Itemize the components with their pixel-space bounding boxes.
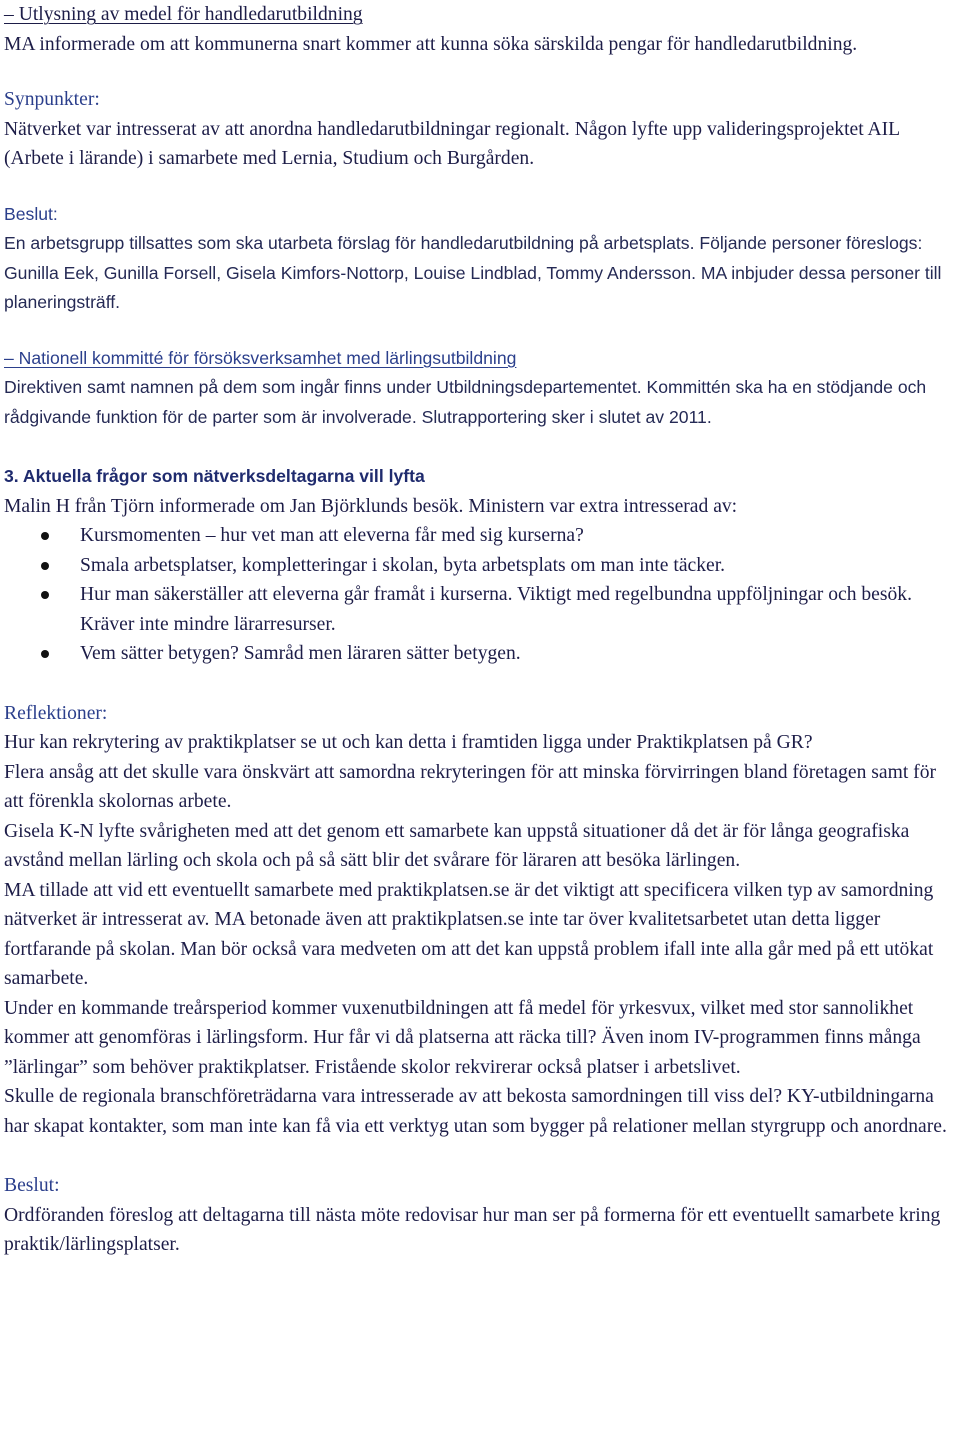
bullet-icon bbox=[41, 591, 49, 599]
reflektioner-paragraph: Flera ansåg att det skulle vara önskvärt att samordna rekryteringen för att minska förvirringen bland företagen samt för att förenkla skolornas arbete. bbox=[4, 761, 937, 812]
beslut-text: Ordföranden föreslog att deltagarna till nästa möte redovisar hur man ser på formerna för ett eventuellt samarbete kring praktik/lärlingsplatser. bbox=[4, 1204, 941, 1255]
reflektioner-label: Reflektioner: bbox=[4, 702, 108, 724]
beslut-label: Beslut: bbox=[4, 1175, 60, 1196]
spacer bbox=[4, 669, 958, 699]
section-3 bbox=[4, 462, 958, 669]
list-item bbox=[4, 551, 958, 581]
bullet-list bbox=[4, 521, 958, 669]
section-synpunkter bbox=[4, 85, 958, 174]
section-beslut-2 bbox=[4, 1171, 958, 1260]
spacer bbox=[4, 174, 958, 200]
reflektioner-paragraph: Gisela K-N lyfte svårigheten med att det genom ett samarbete kan uppstå situationer då det är för långa geografiska avstånd mellan lärling och skola och på så sätt blir det svårare för läraren att besöka lärlingen. bbox=[4, 820, 910, 871]
reflektioner-paragraph: Skulle de regionala branschföreträdarna vara intresserade av att bekosta samordningen till viss del? KY-utbildningarna har skapat kontakter, som man inte kan få via ett verktyg utan som bygger på relationer mellan styrgrupp och anordnare. bbox=[4, 1086, 947, 1137]
reflektioner-paragraph: MA tillade att vid ett eventuellt samarbete med praktikplatsen.se är det viktigt att specificera vilken typ av samordning nätverket är intresserat av. MA betonade även att praktikplatsen.se inte tar över kvalitetsarbetet utan detta ligger fortfarande på skolan. Man bör också vara medveten om att det kan uppstå problem ifall inte alla går med på ett utökat samarbete. bbox=[4, 879, 934, 989]
beslut-text: En arbetsgrupp tillsattes som ska utarbeta förslag för handledarutbildning på arbetsplats. Följande personer föreslogs: Gunilla Eek, Gunilla Forsell, Gisela Kimfors-Nottorp, Louise Lindblad, Tommy Andersson. MA inbjuder dessa personer till planeringsträff. bbox=[4, 233, 942, 312]
section-beslut-1 bbox=[4, 200, 958, 318]
list-item-text: Hur man säkerställer att eleverna går framåt i kurserna. Viktigt med regelbundna uppföljningar och besök. Kräver inte mindre lärarresurser. bbox=[80, 584, 912, 635]
section-utlysning bbox=[4, 0, 958, 59]
bullet-icon bbox=[41, 532, 49, 540]
section-text-nationell: Direktiven samt namnen på dem som ingår finns under Utbildningsdepartementet. Kommittén ska ha en stödjande och rådgivande funktion för de parter som är involverade. Slutrapportering sker i slutet av 2011. bbox=[4, 377, 927, 427]
bullet-icon bbox=[41, 562, 49, 570]
section-heading-nationell: – Nationell kommitté för försöksverksamhet med lärlingsutbildning bbox=[4, 347, 517, 368]
reflektioner-paragraph: Hur kan rekrytering av praktikplatser se ut och kan detta i framtiden ligga under Praktikplatsen på GR? bbox=[4, 732, 813, 753]
bullet-icon bbox=[41, 650, 49, 658]
list-item bbox=[4, 639, 958, 669]
spacer bbox=[4, 432, 958, 462]
synpunkter-label: Synpunkter: bbox=[4, 89, 100, 110]
list-item bbox=[4, 521, 958, 551]
beslut-label: Beslut: bbox=[4, 203, 58, 224]
spacer bbox=[4, 59, 958, 85]
list-item bbox=[4, 580, 958, 639]
section-heading-utlysning: – Utlysning av medel för handledarutbildning bbox=[4, 4, 363, 25]
spacer bbox=[4, 318, 958, 344]
reflektioner-paragraph: Under en kommande treårsperiod kommer vuxenutbildningen att få medel för yrkesvux, vilket med stor sannolikhet kommer att genomföras i lärlingsform. Hur får vi då platserna att räcka till? Även inom IV-programmen finns många ”lärlingar” som behöver praktikplatser. Fristående skolor rekvirerar också platser i arbetslivet. bbox=[4, 997, 921, 1078]
document-page bbox=[4, 0, 958, 1260]
synpunkter-text: Nätverket var intresserat av att anordna handledarutbildningar regionalt. Någon lyfte upp valideringsprojektet AIL (Arbete i lärande) i samarbete med Lernia, Studium och Burgården. bbox=[4, 118, 900, 169]
list-item-text: Smala arbetsplatser, kompletteringar i skolan, byta arbetsplats om man inte täcker. bbox=[80, 554, 726, 576]
section-reflektioner bbox=[4, 699, 958, 1142]
list-item-text: Vem sätter betygen? Samråd men läraren sätter betygen. bbox=[80, 643, 521, 664]
section-text-utlysning: MA informerade om att kommunerna snart kommer att kunna söka särskilda pengar för handledarutbildning. bbox=[4, 33, 858, 55]
spacer bbox=[4, 1141, 958, 1171]
section-heading-3: 3. Aktuella frågor som nätverksdeltagarna vill lyfta bbox=[4, 466, 425, 486]
section-nationell bbox=[4, 344, 958, 433]
section-3-intro: Malin H från Tjörn informerade om Jan Björklunds besök. Ministern var extra intresserad av: bbox=[4, 495, 738, 517]
list-item-text: Kursmomenten – hur vet man att eleverna får med sig kurserna? bbox=[80, 525, 584, 546]
